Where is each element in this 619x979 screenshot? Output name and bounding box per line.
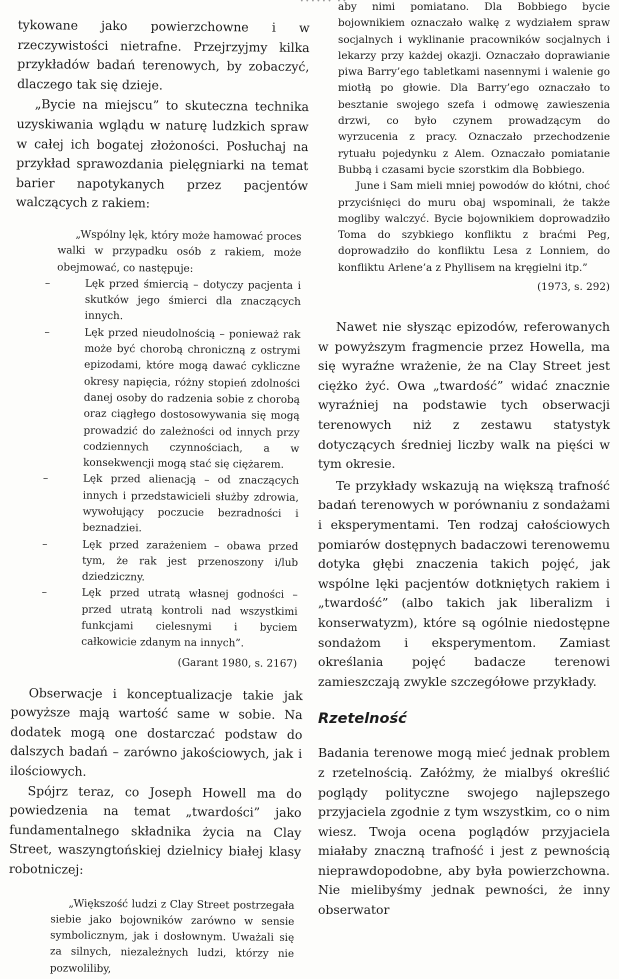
quote-citation: (1973, s. 292) (537, 281, 610, 294)
left-column (8, 0, 310, 979)
paragraph-validity-intro: tykowane jako powierzchowne i w rzeczywistości nietrafne. Przejrzyjmy kilka przykładów badań terenowych, by zobaczyć, dlaczego tak się dzieje. (17, 16, 310, 93)
quote-clay-street-part2: June i Sam mieli mniej powodów do kłótni, choć przyciśnięci do muru obaj wspominali, że także mogliby walczyć. Bycie bojownikiem doprowadziło Toma do szybkiego konfliktu z braćmi Peg, doprowadziło do konfliktu Lesa z Lonniem, do konfliktu Arlene’a z Phyllisem na kręgielni itp.” (338, 180, 610, 274)
paragraph-toughness: Nawet nie słysząc epizodów, referowanych w powyższym fragmencie przez Howella, ma się wyraźne wrażenie, że na Clay Street jest ciężko żyć. Owa „twardość” widać znacznie wyraźniej na podstawie tych obserwacji terenowych niż z zestawu statystyk dotyczących średniej liczby walk na pięści w tym okresie. (318, 319, 610, 472)
quote-clay-street-part1: aby nimi pomiatano. Dla Bobbiego bycie bojownikiem oznaczało walkę z wydziałem spraw socjalnych i wyklinanie pracowników socjalnych i lekarzy przy każdej okazji. Oznaczało doprawianie piwa Barry’ego tabletkami nasennymi i walenie go miotłą po głowie. Dla Barry’ego oznaczało to besztanie swojego szefa i odmowę zawieszenia drzwi, co było czynem prowadzącym do wyrzucenia z pracy. Oznaczało przechodzenie rytuału pojedynku z Alem. Oznaczało pomiatanie Bubbą i czasami bycie szorstkim dla Bobbiego. (338, 1, 610, 176)
paragraph-howell: Spójrz teraz, co Joseph Howell ma do powiedzenia na temat „twardości” jako fundamentalnego składnika życia na Clay Street, waszyngtońskiej dzielnicy białej klasy robotniczej: (8, 782, 302, 877)
list-item: – Lęk przed nieudolnością – ponieważ rak może być chorobą chroniczną z ostrymi epizodami, które mogą dawać cykliczne okresy napięcia, różny stopień zdolności danej osoby do radzenia sobie z chorobą oraz ciągłego dostosowywania się mogą prowadzić do zależności od innych przy codziennych czynnościach, a w konsekwencji mogą stać się ciężarem. (55, 324, 301, 473)
paragraph-being-there: „Bycie na miejscu” to skuteczna technika uzyskiwania wglądu w naturę ludzkich spraw w całej ich bogatej złożoności. Posłuchaj na przykład sprawozdania pielęgniarki na temat barier napotykanych przez pacjentów walczących z rakiem: (15, 96, 309, 211)
quote-citation: (Garant 1980, s. 2167) (177, 656, 298, 670)
block-quote-cancer-fears (53, 226, 302, 671)
paragraph-examples: Te przykłady wskazują na większą trafność badań terenowych w porównaniu z sondażami i eksperymentami. Ten rodzaj całościowych pomiarów dostępnych badaczowi terenowemu dotyka głębi znaczenia takich pojęć, jak wspólne lęki pacjentów dotkniętych rakiem i „twardość” (albo takich jak liberalizm i konserwatyzm), które są ogólnie niedostępne sondażom i eksperymentom. Zamiast określania pojęć badacze terenowi zamieszczają zwykle szczegółowe przykłady. (318, 477, 610, 689)
quote-intro: „Wspólny lęk, który może hamować proces walki w przypadku osób z rakiem, może obejmować, co następuje: (57, 228, 302, 275)
section-heading: Rzetelność (318, 711, 407, 728)
block-quote-clay-street (50, 895, 295, 979)
top-margin-mark: •••••• •• (300, 0, 349, 5)
paragraph-reliability: Badania terenowe mogą mieć jednak problem z rzetelnością. Załóżmy, że mialbyś określić poglądy polityczne swojego najlepszego przyjaciela zgodnie z tym wszystkim, co o nim wiesz. Twoja ocena poglądów przyjaciela miałaby znaczną trafność i jest z pewnością nieprawdopodobne, aby była powierzchowna. Nie mielibyśmy jednak pewności, że inny obserwator (318, 745, 610, 918)
quote-clay-street-start: „Większość ludzi z Clay Street postrzegała siebie jako bojowników zarówno w sensie symbolicznym, jak i dosłownym. Uważali się za silnych, niezależnych ludzi, którzy nie pozwoliliby, (49, 897, 295, 975)
fears-list (53, 275, 301, 652)
list-item: – Lęk przed śmiercią – dotyczy pacjenta i skutków jego śmierci dla znaczących innych. (57, 275, 301, 326)
right-column (318, 0, 610, 920)
list-item: – Lęk przed alienacją – od znaczących innych i przedstawicieli służby zdrowia, wywołujący poczucie bezradności i beznadziei. (54, 471, 299, 539)
block-quote-clay-street-continued (338, 0, 610, 295)
list-item: – Lęk przed utratą własnej godności – przed utratą kontroli nad wszystkimi funkcjami cielesnymi i byciem całkowicie zdanym na innych”. (53, 585, 298, 653)
list-item: – Lęk przed zarażeniem – obawa przed tym, że rak jest przenoszony i/lub dziedziczny. (54, 536, 298, 587)
paragraph-observations: Obserwacje i konceptualizacje takie jak powyższe mają wartość same w sobie. Na dodatek mogą one dostarczać podstaw do dalszych badań – zarówno jakościowych, jak i ilościowych. (9, 684, 303, 779)
